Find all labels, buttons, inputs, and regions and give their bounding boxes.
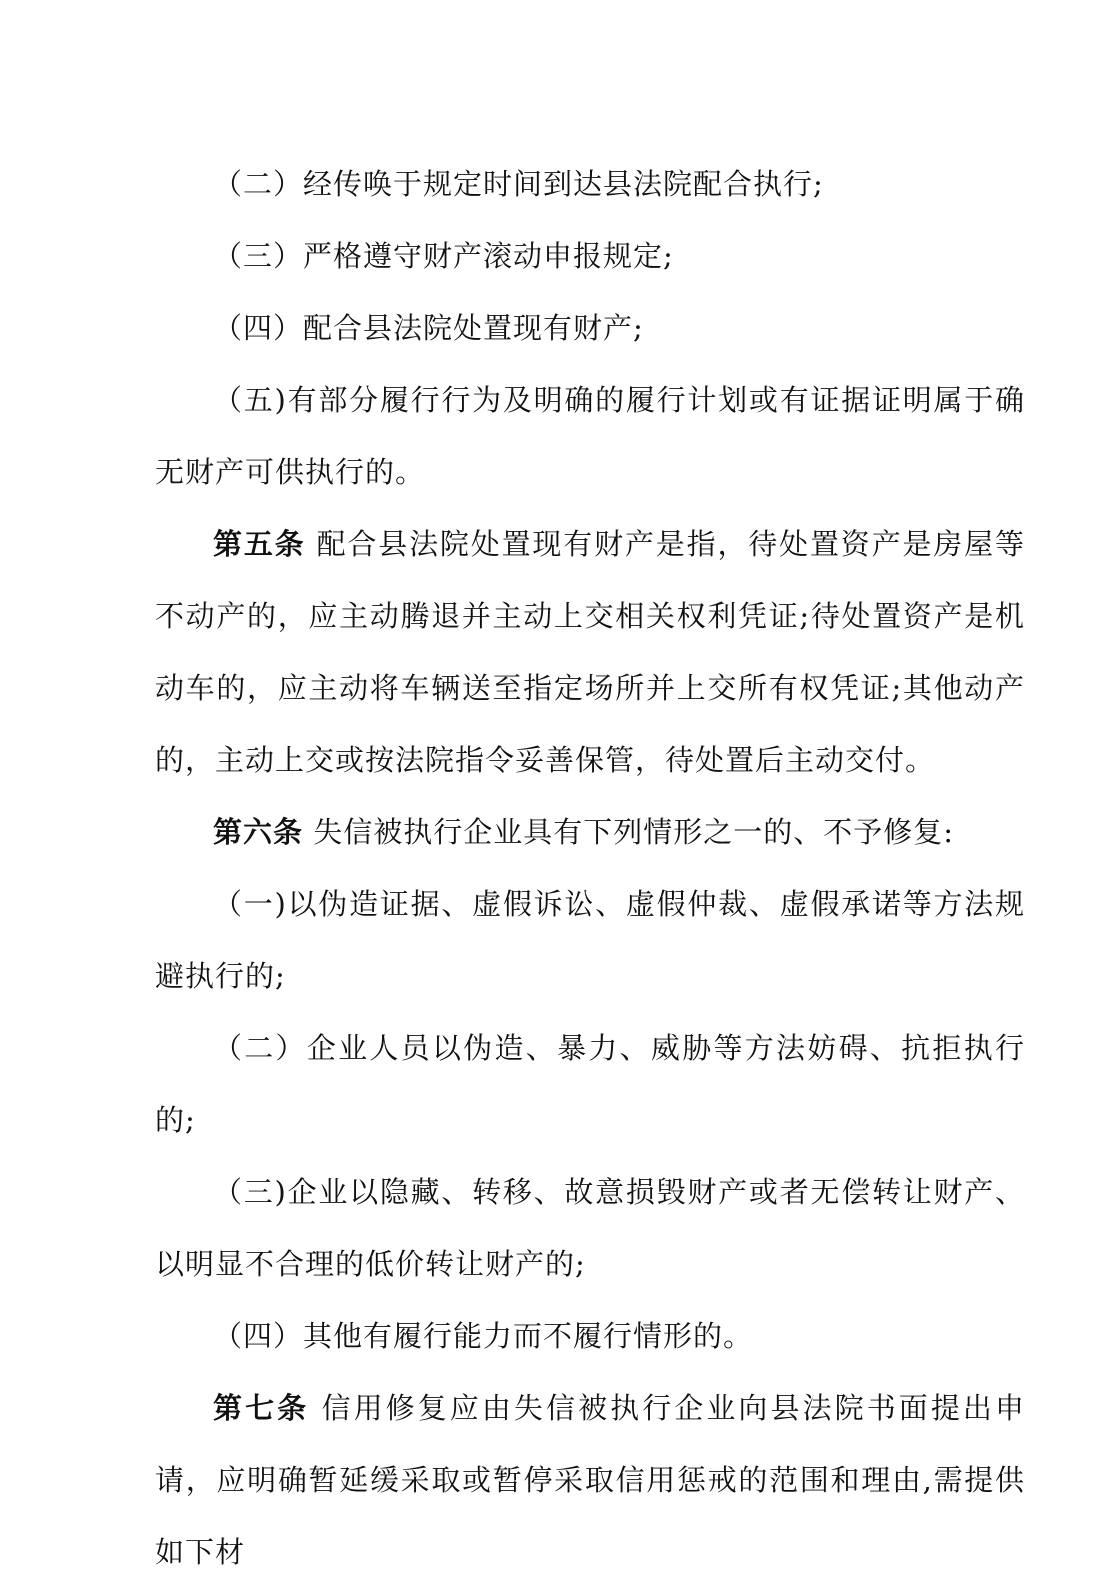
paragraph-text: （四）其他有履行能力而不履行情形的。 xyxy=(213,1319,754,1353)
paragraph-text: （二）企业人员以伪造、暴力、威胁等方法妨碍、抗拒执行的; xyxy=(155,1031,1025,1137)
paragraph-item-2 xyxy=(155,148,1025,220)
paragraph-text: （五)有部分履行行为及明确的履行计划或有证据证明属于确无财产可供执行的。 xyxy=(155,383,1025,489)
paragraph-item-1 xyxy=(155,868,1025,1012)
article-5 xyxy=(155,508,1025,796)
paragraph-text: 配合县法院处置现有财产是指，待处置资产是房屋等不动产的，应主动腾退并主动上交相关权利凭证;待处置资产是机动车的，应主动将车辆送至指定场所并上交所有权凭证;其他动产的，主动上交或按法院指令妥善保管，待处置后主动交付。 xyxy=(155,527,1025,777)
paragraph-text: （四）配合县法院处置现有财产; xyxy=(213,311,644,345)
paragraph-text: （一)以伪造证据、虚假诉讼、虚假仲裁、虚假承诺等方法规避执行的; xyxy=(155,887,1025,993)
paragraph-item-4b xyxy=(155,1300,1025,1372)
paragraph-text: （二）经传唤于规定时间到达县法院配合执行; xyxy=(213,167,824,201)
article-6 xyxy=(155,796,1025,868)
article-heading: 第七条 xyxy=(213,1391,310,1425)
document-body xyxy=(155,148,1025,1588)
paragraph-item-4 xyxy=(155,292,1025,364)
article-heading: 第六条 xyxy=(213,815,304,849)
paragraph-item-3 xyxy=(155,220,1025,292)
article-7 xyxy=(155,1372,1025,1588)
paragraph-item-3b xyxy=(155,1156,1025,1300)
paragraph-text: 失信被执行企业具有下列情形之一的、不予修复: xyxy=(303,815,955,849)
paragraph-text: （三)企业以隐藏、转移、故意损毁财产或者无偿转让财产、以明显不合理的低价转让财产的; xyxy=(155,1175,1025,1281)
article-heading: 第五条 xyxy=(213,527,306,561)
paragraph-item-5 xyxy=(155,364,1025,508)
paragraph-text: 信用修复应由失信被执行企业向县法院书面提出申请，应明确暂延缓采取或暂停采取信用惩戒的范围和理由,需提供如下材 xyxy=(155,1391,1025,1569)
paragraph-text: （三）严格遵守财产滚动申报规定; xyxy=(213,239,674,273)
paragraph-item-2b xyxy=(155,1012,1025,1156)
